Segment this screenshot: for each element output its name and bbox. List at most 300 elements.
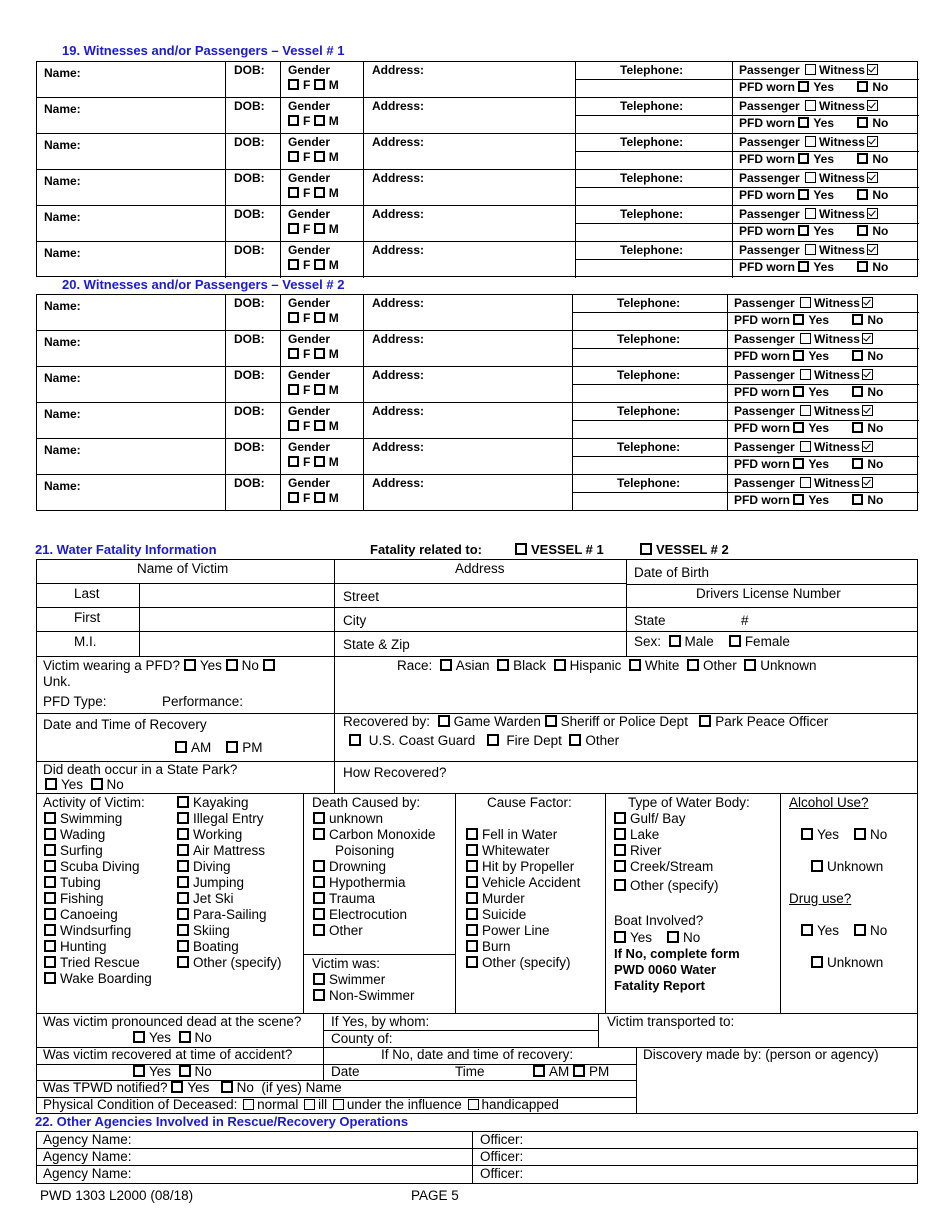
section-20-title: 20. Witnesses and/or Passengers – Vessel # 2	[62, 277, 345, 292]
cause-factor-option[interactable]: Whitewater	[466, 843, 580, 859]
gender-f-checkbox[interactable]	[288, 492, 299, 503]
gender-cell	[281, 98, 364, 134]
address-cell[interactable]	[364, 242, 576, 278]
gender-m-checkbox[interactable]	[314, 456, 325, 467]
page-number: PAGE 5	[411, 1188, 459, 1203]
activity-option[interactable]: Wading	[44, 827, 152, 843]
telephone-cell[interactable]	[573, 439, 728, 475]
activity-option[interactable]: Windsurfing	[44, 923, 152, 939]
gender-f-checkbox[interactable]	[288, 115, 299, 126]
witness-row	[37, 170, 917, 206]
name-cell[interactable]	[37, 242, 226, 278]
pfd-no-checkbox[interactable]	[852, 386, 863, 397]
witness-checkbox[interactable]	[867, 244, 878, 255]
passenger-checkbox[interactable]	[800, 441, 811, 452]
officer-3[interactable]: Officer:	[480, 1166, 524, 1181]
pfd-worn-row: PFD worn Yes No	[739, 260, 889, 274]
cause-factor-option[interactable]: Murder	[466, 891, 580, 907]
dob-cell[interactable]	[226, 62, 281, 98]
pfd-no-checkbox[interactable]	[857, 153, 868, 164]
alcohol-unknown-option[interactable]: Unknown	[811, 859, 883, 874]
pfd-yes-checkbox[interactable]	[184, 659, 196, 671]
address-cell[interactable]	[364, 170, 576, 206]
activity-option[interactable]: Hunting	[44, 939, 152, 955]
witness-checkbox[interactable]	[862, 297, 873, 308]
transported-to-label[interactable]: Victim transported to:	[607, 1014, 735, 1029]
witness-row	[37, 242, 917, 278]
name-cell[interactable]	[37, 331, 226, 367]
witness-checkbox[interactable]	[862, 477, 873, 488]
address-cell[interactable]	[364, 98, 576, 134]
race-other-checkbox[interactable]	[687, 659, 699, 671]
dob-cell[interactable]	[226, 475, 281, 511]
victim-was-list	[313, 972, 415, 1004]
passenger-witness-row: Passenger Witness	[734, 404, 876, 418]
if-no-date-label: If No, date and time of recovery:	[381, 1047, 574, 1062]
pfd-yes-checkbox[interactable]	[798, 225, 809, 236]
gender-f-checkbox[interactable]	[288, 79, 299, 90]
city-label[interactable]: City	[343, 613, 367, 628]
race-white-checkbox[interactable]	[629, 659, 641, 671]
death-caused-option[interactable]: Other	[313, 923, 436, 939]
telephone-cell[interactable]	[576, 206, 733, 242]
pfd-yes-checkbox[interactable]	[793, 314, 804, 325]
pfd-no-checkbox[interactable]	[857, 117, 868, 128]
activity-option[interactable]: Fishing	[44, 891, 152, 907]
telephone-cell[interactable]	[573, 331, 728, 367]
agency-name-1[interactable]: Agency Name:	[43, 1132, 132, 1147]
gender-f-checkbox[interactable]	[288, 384, 299, 395]
pfd-worn-row: PFD worn Yes No	[739, 224, 889, 238]
pfd-yes-checkbox[interactable]	[798, 261, 809, 272]
physical-normal-checkbox[interactable]	[243, 1099, 254, 1110]
gender-m-checkbox[interactable]	[314, 79, 325, 90]
witness-checkbox[interactable]	[867, 136, 878, 147]
dob-cell[interactable]	[226, 134, 281, 170]
activity-option[interactable]: Para-Sailing	[177, 907, 282, 923]
death-caused-title: Death Caused by:	[312, 795, 421, 810]
telephone-cell[interactable]	[576, 62, 733, 98]
gender-m-checkbox[interactable]	[314, 420, 325, 431]
date-of-birth-label[interactable]: Date of Birth	[634, 565, 710, 580]
recovered-game-warden-checkbox[interactable]	[438, 715, 450, 727]
pfd-yes-checkbox[interactable]	[798, 81, 809, 92]
discovery-label[interactable]: Discovery made by: (person or agency)	[643, 1047, 879, 1062]
alcohol-no-checkbox[interactable]	[854, 828, 866, 840]
gender-options: F M	[288, 222, 339, 236]
drug-options: Yes No	[801, 923, 887, 938]
passenger-checkbox[interactable]	[805, 64, 816, 75]
gender-label: Gender	[288, 99, 331, 113]
activity-option[interactable]: Wake Boarding	[44, 971, 152, 987]
telephone-cell[interactable]	[576, 134, 733, 170]
victim-was-option[interactable]: Swimmer	[313, 972, 415, 988]
dob-cell[interactable]	[226, 331, 281, 367]
male-checkbox[interactable]	[669, 635, 681, 647]
gender-label: Gender	[288, 368, 331, 382]
water-body-list	[614, 811, 713, 875]
tpwd-yes-checkbox[interactable]	[171, 1081, 183, 1093]
passenger-checkbox[interactable]	[805, 100, 816, 111]
pfd-yes-checkbox[interactable]	[793, 350, 804, 361]
pfd-yes-checkbox[interactable]	[793, 494, 804, 505]
witness-checkbox[interactable]	[862, 369, 873, 380]
pfd-worn-row: PFD worn Yes No	[734, 457, 884, 471]
passenger-witness-row: Passenger Witness	[734, 296, 876, 310]
telephone-cell[interactable]	[576, 98, 733, 134]
address-cell[interactable]	[364, 206, 576, 242]
water-body-option[interactable]: River	[614, 843, 713, 859]
middle-initial-label: M.I.	[74, 634, 97, 649]
dob-label: DOB:	[234, 404, 265, 418]
gender-f-checkbox[interactable]	[288, 187, 299, 198]
gender-f-checkbox[interactable]	[288, 151, 299, 162]
pfd-yes-checkbox[interactable]	[793, 386, 804, 397]
physical-handicapped-checkbox[interactable]	[468, 1099, 479, 1110]
telephone-cell[interactable]	[576, 242, 733, 278]
pfd-worn-row: PFD worn Yes No	[739, 188, 889, 202]
cause-factor-option[interactable]: Burn	[466, 939, 580, 955]
state-park-yes-checkbox[interactable]	[45, 778, 57, 790]
pfd-unk-label: Unk.	[43, 674, 71, 689]
recovery-pm-checkbox-2[interactable]	[573, 1065, 585, 1077]
name-cell[interactable]	[37, 98, 226, 134]
gender-label: Gender	[288, 332, 331, 346]
how-recovered-label[interactable]: How Recovered?	[343, 765, 447, 780]
fatality-related-label: Fatality related to:	[370, 542, 482, 557]
recovered-fire-dept-checkbox[interactable]	[487, 734, 499, 746]
pfd-worn-row: PFD worn Yes No	[734, 385, 884, 399]
passenger-checkbox[interactable]	[805, 136, 816, 147]
death-caused-option[interactable]: Trauma	[313, 891, 436, 907]
section-22-title: 22. Other Agencies Involved in Rescue/Recovery Operations	[35, 1114, 409, 1129]
telephone-cell[interactable]	[573, 295, 728, 331]
passenger-checkbox[interactable]	[800, 369, 811, 380]
if-yes-by-whom-label[interactable]: If Yes, by whom:	[331, 1014, 430, 1029]
dob-label: DOB:	[234, 207, 265, 221]
state-park-options: Yes No	[45, 777, 124, 792]
pfd-no-checkbox[interactable]	[852, 422, 863, 433]
witness-checkbox[interactable]	[867, 100, 878, 111]
witness-checkbox[interactable]	[867, 172, 878, 183]
county-of-label[interactable]: County of:	[331, 1031, 393, 1046]
gender-m-checkbox[interactable]	[314, 492, 325, 503]
witness-row	[37, 206, 917, 242]
gender-m-checkbox[interactable]	[314, 115, 325, 126]
recovered-other-checkbox[interactable]	[569, 734, 581, 746]
activity-option[interactable]: Diving	[177, 859, 282, 875]
activity-option[interactable]: Swimming	[44, 811, 152, 827]
name-cell[interactable]	[37, 206, 226, 242]
dob-label: DOB:	[234, 99, 265, 113]
gender-m-checkbox[interactable]	[314, 223, 325, 234]
address-cell[interactable]	[364, 439, 573, 475]
telephone-label: Telephone:	[617, 440, 681, 454]
address-label: Address:	[372, 404, 425, 418]
name-cell[interactable]	[37, 170, 226, 206]
pfd-no-checkbox[interactable]	[226, 659, 238, 671]
recovery-am-checkbox-2[interactable]	[533, 1065, 545, 1077]
death-caused-option[interactable]: Electrocution	[313, 907, 436, 923]
address-cell[interactable]	[364, 134, 576, 170]
pfd-yes-checkbox[interactable]	[798, 117, 809, 128]
witness-table-vessel-1	[36, 61, 918, 277]
pfd-no-checkbox[interactable]	[857, 225, 868, 236]
pfd-worn-row: PFD worn Yes No	[734, 421, 884, 435]
cause-factor-option[interactable]: Power Line	[466, 923, 580, 939]
physical-ill-checkbox[interactable]	[304, 1099, 315, 1110]
activity-option[interactable]: Skiing	[177, 923, 282, 939]
physical-influence-checkbox[interactable]	[333, 1099, 344, 1110]
witness-checkbox[interactable]	[862, 441, 873, 452]
activity-option[interactable]: Other (specify)	[177, 955, 282, 971]
pfd-yes-checkbox[interactable]	[798, 189, 809, 200]
address-label: Address:	[372, 63, 425, 77]
witness-checkbox[interactable]	[862, 333, 873, 344]
agency-name-2[interactable]: Agency Name:	[43, 1149, 132, 1164]
witness-checkbox[interactable]	[862, 405, 873, 416]
name-cell[interactable]	[37, 475, 226, 511]
name-cell[interactable]	[37, 134, 226, 170]
officer-1[interactable]: Officer:	[480, 1132, 524, 1147]
pfd-worn-row: PFD worn Yes No	[734, 313, 884, 327]
gender-m-checkbox[interactable]	[314, 348, 325, 359]
recovery-date-label[interactable]: Date	[331, 1064, 360, 1079]
activity-option[interactable]: Illegal Entry	[177, 811, 282, 827]
dob-cell[interactable]	[226, 403, 281, 439]
drug-unknown-option[interactable]: Unknown	[811, 955, 883, 970]
pfd-worn-row: PFD worn Yes No	[739, 116, 889, 130]
pfd-no-checkbox[interactable]	[852, 350, 863, 361]
witness-checkbox[interactable]	[867, 208, 878, 219]
race-black-checkbox[interactable]	[497, 659, 509, 671]
cause-factor-option[interactable]: Hit by Propeller	[466, 859, 580, 875]
gender-options: F M	[288, 150, 339, 164]
pfd-yes-checkbox[interactable]	[793, 458, 804, 469]
address-label: Address:	[372, 296, 425, 310]
gender-f-checkbox[interactable]	[288, 456, 299, 467]
pfd-no-checkbox[interactable]	[852, 494, 863, 505]
witness-row	[37, 295, 917, 331]
passenger-pfd-cell	[733, 98, 919, 134]
death-caused-option[interactable]: Drowning	[313, 859, 436, 875]
name-cell[interactable]	[37, 439, 226, 475]
pfd-type-label[interactable]: PFD Type:	[43, 694, 107, 709]
telephone-label: Telephone:	[620, 243, 684, 257]
dob-cell[interactable]	[226, 206, 281, 242]
passenger-checkbox[interactable]	[800, 477, 811, 488]
tpwd-no-checkbox[interactable]	[221, 1081, 233, 1093]
water-body-option[interactable]: Lake	[614, 827, 713, 843]
pronounced-yes-checkbox[interactable]	[133, 1031, 145, 1043]
race-asian-checkbox[interactable]	[440, 659, 452, 671]
cause-factor-option[interactable]: Suicide	[466, 907, 580, 923]
address-label: Address:	[372, 99, 425, 113]
gender-m-checkbox[interactable]	[314, 187, 325, 198]
passenger-checkbox[interactable]	[805, 172, 816, 183]
recovered-coast-guard-checkbox[interactable]	[349, 734, 361, 746]
female-checkbox[interactable]	[729, 635, 741, 647]
telephone-cell[interactable]	[573, 367, 728, 403]
passenger-checkbox[interactable]	[800, 297, 811, 308]
gender-m-checkbox[interactable]	[314, 259, 325, 270]
passenger-witness-row: Passenger Witness	[739, 243, 881, 257]
death-caused-option[interactable]: Carbon Monoxide	[313, 827, 436, 843]
cause-factor-option[interactable]: Vehicle Accident	[466, 875, 580, 891]
vessel-1-option[interactable]: VESSEL # 1	[515, 542, 604, 557]
activity-option[interactable]: Scuba Diving	[44, 859, 152, 875]
pfd-worn-row: PFD worn Yes No	[739, 80, 889, 94]
recovered-park-officer-checkbox[interactable]	[699, 715, 711, 727]
activity-option[interactable]: Jet Ski	[177, 891, 282, 907]
passenger-checkbox[interactable]	[800, 405, 811, 416]
gender-f-checkbox[interactable]	[288, 259, 299, 270]
boat-no-checkbox[interactable]	[667, 931, 679, 943]
activity-option[interactable]: Tubing	[44, 875, 152, 891]
name-cell[interactable]	[37, 367, 226, 403]
performance-label[interactable]: Performance:	[162, 694, 244, 709]
gender-label: Gender	[288, 476, 331, 490]
name-cell[interactable]	[37, 295, 226, 331]
activity-option[interactable]: Air Mattress	[177, 843, 282, 859]
pfd-no-checkbox[interactable]	[852, 314, 863, 325]
state-park-no-checkbox[interactable]	[91, 778, 103, 790]
passenger-witness-row: Passenger Witness	[739, 171, 881, 185]
witness-row	[37, 475, 917, 511]
pfd-unk-checkbox[interactable]	[263, 659, 275, 671]
alcohol-options: Yes No	[801, 827, 887, 842]
gender-options: F M	[288, 491, 339, 505]
pfd-no-checkbox[interactable]	[857, 81, 868, 92]
gender-m-checkbox[interactable]	[314, 384, 325, 395]
passenger-checkbox[interactable]	[805, 208, 816, 219]
recovery-am-checkbox[interactable]	[175, 741, 187, 753]
gender-label: Gender	[288, 404, 331, 418]
pfd-no-checkbox[interactable]	[857, 261, 868, 272]
passenger-pfd-cell	[733, 242, 919, 278]
drug-no-checkbox[interactable]	[854, 924, 866, 936]
victim-was-label: Victim was:	[312, 956, 381, 971]
recovery-time-label[interactable]: Time	[455, 1064, 485, 1079]
telephone-cell[interactable]	[573, 475, 728, 511]
street-label[interactable]: Street	[343, 589, 380, 604]
gender-m-checkbox[interactable]	[314, 151, 325, 162]
officer-2[interactable]: Officer:	[480, 1149, 524, 1164]
name-cell[interactable]	[37, 62, 226, 98]
address-cell[interactable]	[364, 367, 573, 403]
gender-label: Gender	[288, 296, 331, 310]
gender-f-checkbox[interactable]	[288, 312, 299, 323]
telephone-cell[interactable]	[573, 403, 728, 439]
cause-factor-option[interactable]: Fell in Water	[466, 827, 580, 843]
address-cell[interactable]	[364, 295, 573, 331]
name-label: Name:	[44, 371, 81, 385]
vessel-2-option[interactable]: VESSEL # 2	[640, 542, 729, 557]
dob-cell[interactable]	[226, 439, 281, 475]
boat-yes-checkbox[interactable]	[614, 931, 626, 943]
dob-cell[interactable]	[226, 98, 281, 134]
telephone-label: Telephone:	[620, 63, 684, 77]
dob-cell[interactable]	[226, 242, 281, 278]
witness-checkbox[interactable]	[867, 64, 878, 75]
passenger-witness-row: Passenger Witness	[734, 476, 876, 490]
name-of-victim-header: Name of Victim	[137, 561, 229, 576]
dob-label: DOB:	[234, 440, 265, 454]
dl-state-label[interactable]: State	[634, 613, 666, 628]
gender-f-checkbox[interactable]	[288, 348, 299, 359]
telephone-label: Telephone:	[617, 296, 681, 310]
passenger-pfd-cell	[728, 331, 919, 367]
physical-condition: Physical Condition of Deceased: normal ill under the influence handicapped	[43, 1097, 559, 1112]
dob-cell[interactable]	[226, 170, 281, 206]
victim-was-option[interactable]: Non-Swimmer	[313, 988, 415, 1004]
dob-cell[interactable]	[226, 295, 281, 331]
recovery-pm-checkbox[interactable]	[226, 741, 238, 753]
gender-f-checkbox[interactable]	[288, 420, 299, 431]
water-body-option[interactable]: Creek/Stream	[614, 859, 713, 875]
activity-option[interactable]: Boating	[177, 939, 282, 955]
activity-option[interactable]: Surfing	[44, 843, 152, 859]
pronounced-no-checkbox[interactable]	[179, 1031, 191, 1043]
activity-option[interactable]: Canoeing	[44, 907, 152, 923]
telephone-cell[interactable]	[576, 170, 733, 206]
activity-option[interactable]: Working	[177, 827, 282, 843]
state-zip-label[interactable]: State & Zip	[343, 637, 410, 652]
recovered-time-no-checkbox[interactable]	[179, 1065, 191, 1077]
gender-m-checkbox[interactable]	[314, 312, 325, 323]
race-hispanic-checkbox[interactable]	[554, 659, 566, 671]
water-body-option[interactable]: Gulf/ Bay	[614, 811, 713, 827]
gender-options: F M	[288, 347, 339, 361]
death-caused-option[interactable]: unknown	[313, 811, 436, 827]
name-cell[interactable]	[37, 403, 226, 439]
pfd-no-checkbox[interactable]	[852, 458, 863, 469]
witness-row	[37, 331, 917, 367]
activity-option[interactable]: Kayaking	[177, 795, 282, 811]
activity-option[interactable]: Jumping	[177, 875, 282, 891]
telephone-label: Telephone:	[620, 99, 684, 113]
passenger-pfd-cell	[728, 367, 919, 403]
address-cell[interactable]	[364, 403, 573, 439]
recovered-by-row-1: Recovered by: Game Warden Sheriff or Police Dept Park Peace Officer	[343, 714, 829, 729]
gender-f-checkbox[interactable]	[288, 223, 299, 234]
pfd-yes-checkbox[interactable]	[798, 153, 809, 164]
address-cell[interactable]	[364, 331, 573, 367]
passenger-checkbox[interactable]	[800, 333, 811, 344]
dob-cell[interactable]	[226, 367, 281, 403]
pfd-no-checkbox[interactable]	[857, 189, 868, 200]
alcohol-yes-checkbox[interactable]	[801, 828, 813, 840]
agency-name-3[interactable]: Agency Name:	[43, 1166, 132, 1181]
passenger-witness-row: Passenger Witness	[734, 440, 876, 454]
drug-yes-checkbox[interactable]	[801, 924, 813, 936]
pfd-yes-checkbox[interactable]	[793, 422, 804, 433]
address-cell[interactable]	[364, 475, 573, 511]
witness-row	[37, 62, 917, 98]
address-cell[interactable]	[364, 62, 576, 98]
telephone-label: Telephone:	[617, 476, 681, 490]
complete-form-note: If No, complete form PWD 0060 Water Fatality Report	[614, 946, 740, 993]
activity-option[interactable]: Tried Rescue	[44, 955, 152, 971]
passenger-checkbox[interactable]	[805, 244, 816, 255]
recovered-time-yes-checkbox[interactable]	[133, 1065, 145, 1077]
race-unknown-checkbox[interactable]	[744, 659, 756, 671]
cause-factor-option[interactable]: Other (specify)	[466, 955, 580, 971]
recovered-sheriff-checkbox[interactable]	[545, 715, 557, 727]
drivers-license-label: Drivers License Number	[696, 586, 841, 601]
death-caused-option[interactable]: Hypothermia	[313, 875, 436, 891]
water-other-option[interactable]: Other (specify)	[614, 878, 719, 893]
